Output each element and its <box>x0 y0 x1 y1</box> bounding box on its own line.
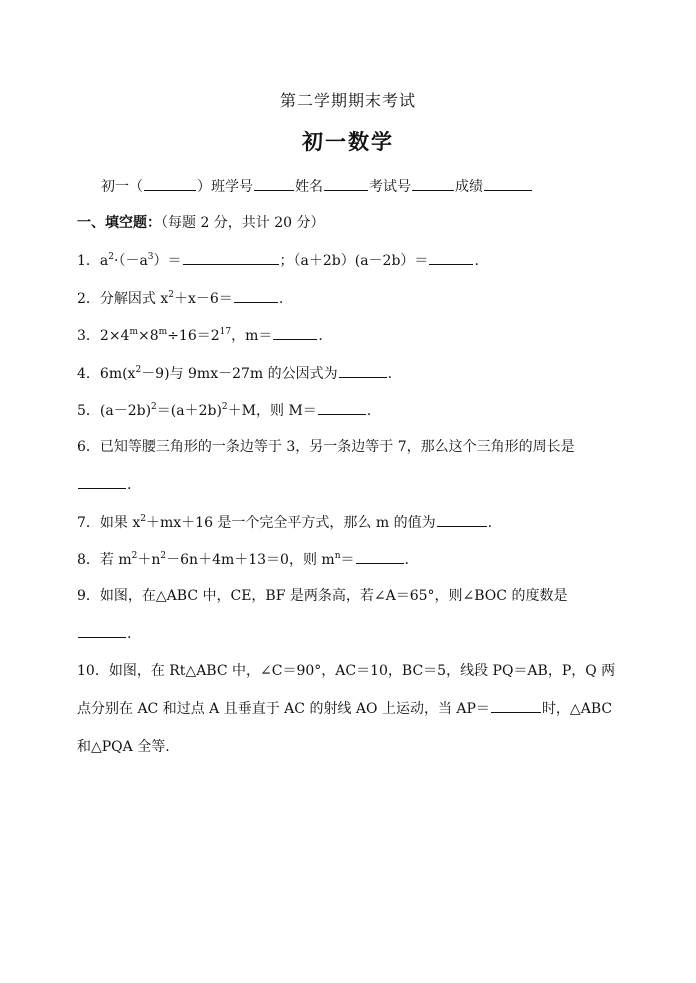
q10-text-b: 时，△ABC 和△PQA 全等. <box>77 701 613 755</box>
q1-text-a: 1．a <box>77 253 109 269</box>
q10-text-a: 10．如图，在 Rt△ABC 中，∠C＝90°，AC＝10，BC＝5，线段 PQ＝AB，P，Q 两点分别在 AC 和过点 A 且垂直于 AC 的射线 AO 上运动，当 AP＝ <box>77 663 616 717</box>
question-1 <box>77 250 479 270</box>
exam-number-label: 考试号 <box>369 179 411 195</box>
section-note: （每题 2 分，共计 20 分） <box>161 215 325 231</box>
q1-sup-b: 3 <box>147 252 154 262</box>
q7-sup: 2 <box>140 514 146 524</box>
q9-text-a: 9．如图，在△ABC 中，CE，BF 是两条高，若∠A＝65°，则∠BOC 的度数是 <box>77 588 568 604</box>
q8-text-d: ＝ <box>340 552 355 568</box>
q8-text-b: ＋n <box>137 552 161 568</box>
q3-text-b: ×8 <box>138 328 159 344</box>
q5-text-c: ＋M，则 M＝ <box>227 403 317 419</box>
q6-text-b: . <box>127 477 132 493</box>
q1-text-e: . <box>474 253 479 269</box>
question-7 <box>77 512 492 532</box>
q8-sup-b: 2 <box>160 551 167 561</box>
q3-text-e: . <box>318 328 323 344</box>
q3-text-a: 3．2×4 <box>77 328 130 344</box>
name-label: 姓名 <box>295 179 323 195</box>
q7-text-c: . <box>487 515 493 531</box>
section-title: 一、填空题： <box>77 215 161 231</box>
class-suffix: ）班学号 <box>197 179 253 195</box>
score-blank[interactable] <box>484 176 532 191</box>
q5-sup-a: 2 <box>151 402 157 412</box>
question-5 <box>77 400 371 420</box>
q7-text-a: 7．如果 x <box>77 515 141 531</box>
q4-text-c: . <box>387 366 393 382</box>
q8-sup-a: 2 <box>131 551 138 561</box>
q7-text-b: ＋mx＋16 是一个完全平方式，那么 m 的值为 <box>146 515 436 531</box>
student-info-line <box>101 176 533 196</box>
q5-sup-b: 2 <box>221 402 228 412</box>
q2-text-a: 2．分解因式 x <box>77 291 169 307</box>
answer-blank[interactable] <box>429 250 473 265</box>
q3-text-c: ÷16＝2 <box>167 328 220 344</box>
q5-text-a: 5．(a－2b) <box>77 403 152 419</box>
answer-blank[interactable] <box>183 250 279 265</box>
q1-text-c: ）＝ <box>153 253 182 269</box>
answer-blank[interactable] <box>273 325 317 340</box>
q4-text-a: 4．6m(x <box>77 366 136 382</box>
q1-text-b: ·（－a <box>114 253 148 269</box>
question-3 <box>77 325 323 345</box>
answer-blank[interactable] <box>491 698 541 713</box>
q2-text-b: ＋x－6＝ <box>174 291 233 307</box>
q1-text-d: ；（a＋2b）(a－2b）＝ <box>279 253 429 269</box>
answer-blank[interactable] <box>318 400 366 415</box>
q4-sup: 2 <box>135 365 142 375</box>
section-heading <box>77 212 325 232</box>
q4-text-b: －9)与 9mx－27m 的公因式为 <box>141 366 338 382</box>
question-9 <box>77 577 622 653</box>
exam-title: 第二学期期末考试 <box>279 91 416 110</box>
exam-subject: 初一数学 <box>302 129 394 154</box>
answer-blank[interactable] <box>78 623 126 638</box>
answer-blank[interactable] <box>78 474 126 489</box>
question-10 <box>77 652 625 766</box>
q9-text-b: . <box>127 626 132 642</box>
q1-sup-a: 2 <box>108 252 114 262</box>
class-prefix: 初一（ <box>101 179 143 195</box>
exam-number-blank[interactable] <box>412 176 454 191</box>
answer-blank[interactable] <box>234 288 278 303</box>
q3-sup-b: m <box>158 327 168 337</box>
q8-text-a: 8．若 m <box>77 552 132 568</box>
question-8 <box>77 549 409 569</box>
q3-sup-c: 17 <box>219 327 232 337</box>
q3-sup-a: m <box>129 327 138 337</box>
answer-blank[interactable] <box>339 363 387 378</box>
q5-text-d: . <box>366 403 372 419</box>
q6-text-a: 6．已知等腰三角形的一条边等于 3，另一条边等于 7，那么这个三角形的周长是 <box>77 439 575 455</box>
answer-blank[interactable] <box>356 549 404 564</box>
q8-sup-c: n <box>334 551 341 561</box>
question-4 <box>77 363 392 383</box>
q2-text-c: . <box>278 291 284 307</box>
q8-text-c: －6n＋4m＋13＝0，则 m <box>166 552 335 568</box>
question-2 <box>77 288 283 308</box>
q8-text-e: . <box>404 552 409 568</box>
question-6 <box>77 428 622 504</box>
name-blank[interactable] <box>324 176 368 191</box>
score-label: 成绩 <box>455 179 483 195</box>
class-blank[interactable] <box>144 176 196 191</box>
answer-blank[interactable] <box>437 512 487 527</box>
q2-sup: 2 <box>168 290 174 300</box>
q5-text-b: ＝(a＋2b) <box>156 403 222 419</box>
student-number-blank[interactable] <box>254 176 294 191</box>
q3-text-d: ，m＝ <box>231 328 273 344</box>
